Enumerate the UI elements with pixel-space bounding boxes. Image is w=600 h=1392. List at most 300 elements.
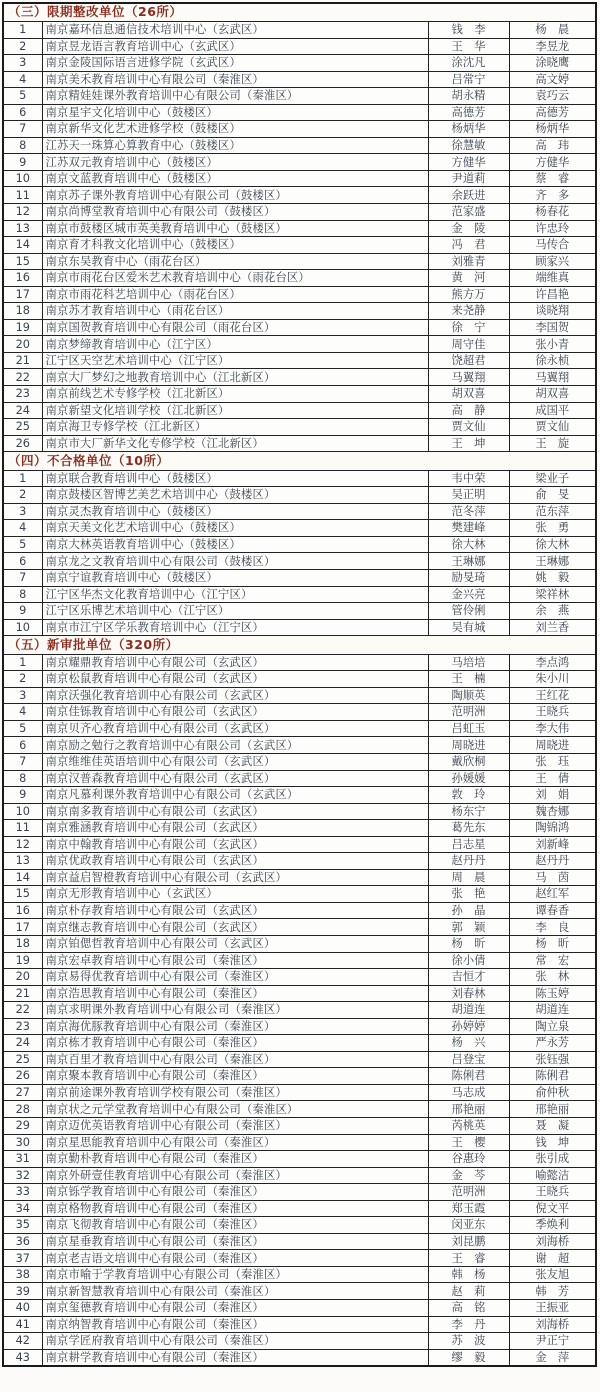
table-row <box>3 1200 596 1217</box>
person-name-2: 张 珏 <box>509 753 596 770</box>
person-name-1: 韦中荣 <box>428 470 509 487</box>
row-number: 27 <box>3 1084 42 1101</box>
table-row <box>3 520 596 537</box>
institution-name: 南京前线艺术专修学校（江北新区） <box>42 386 428 403</box>
row-number: 8 <box>3 586 42 603</box>
row-number: 24 <box>3 402 42 419</box>
table-row <box>3 352 596 369</box>
person-name-2: 王晓兵 <box>509 1184 596 1201</box>
row-number: 5 <box>3 720 42 737</box>
person-name-2: 马 茵 <box>509 869 596 886</box>
institution-name: 南京东吴教育中心（雨花台区） <box>42 253 428 270</box>
table-row <box>3 503 596 520</box>
table-row <box>3 253 596 270</box>
person-name-1: 杨炳华 <box>428 121 509 138</box>
person-name-1: 胡道连 <box>428 1002 509 1019</box>
row-number: 43 <box>3 1349 42 1366</box>
person-name-1: 冯 君 <box>428 237 509 254</box>
row-number: 9 <box>3 154 42 171</box>
person-name-2: 魏杏娜 <box>509 803 596 820</box>
person-name-2: 许忠玲 <box>509 220 596 237</box>
person-name-2: 刘新峰 <box>509 836 596 853</box>
institution-name: 南京状之元学堂教育培训中心有限公司（秦淮区） <box>42 1101 428 1118</box>
person-name-1: 王琳娜 <box>428 553 509 570</box>
row-number: 11 <box>3 820 42 837</box>
row-number: 1 <box>3 654 42 671</box>
institution-name: 南京市雨花台区爱米艺术教育培训中心（雨花台区） <box>42 270 428 287</box>
person-name-1: 贾文仙 <box>428 419 509 436</box>
row-number: 37 <box>3 1250 42 1267</box>
row-number: 40 <box>3 1300 42 1317</box>
person-name-1: 马翼翔 <box>428 369 509 386</box>
person-name-1: 饶超君 <box>428 352 509 369</box>
row-number: 38 <box>3 1266 42 1283</box>
institution-name: 南京飞彻教育培训中心有限公司（秦淮区） <box>42 1217 428 1234</box>
section-title: （四）不合格单位（10所） <box>3 452 596 471</box>
row-number: 2 <box>3 671 42 688</box>
institution-name: 南京市江宁区学乐教育培训中心（江宁区） <box>42 619 428 636</box>
table-row <box>3 985 596 1002</box>
person-name-2: 姚 毅 <box>509 570 596 587</box>
person-name-1: 方健华 <box>428 154 509 171</box>
section-header-row <box>3 3 596 22</box>
institution-name: 南京铄学教育培训中心有限公司（秦淮区） <box>42 1184 428 1201</box>
institution-name: 南京大厂梦幻之地教育培训中心（江北新区） <box>42 369 428 386</box>
row-number: 13 <box>3 220 42 237</box>
row-number: 23 <box>3 386 42 403</box>
table-row <box>3 1316 596 1333</box>
institution-name: 南京市雨花科艺培训中心（雨花台区） <box>42 286 428 303</box>
row-number: 5 <box>3 88 42 105</box>
person-name-2: 俞 旻 <box>509 487 596 504</box>
table-row <box>3 270 596 287</box>
person-name-1: 赵 莉 <box>428 1283 509 1300</box>
institution-name: 南京玺德教育培训中心有限公司（秦淮区） <box>42 1300 428 1317</box>
institution-name: 南京松鼠教育培训中心有限公司（玄武区） <box>42 671 428 688</box>
table-row <box>3 687 596 704</box>
person-name-1: 葛先东 <box>428 820 509 837</box>
row-number: 41 <box>3 1316 42 1333</box>
institution-name: 江宁区天空艺术培训中心（江宁区） <box>42 352 428 369</box>
row-number: 6 <box>3 737 42 754</box>
person-name-2: 钱 坤 <box>509 1134 596 1151</box>
row-number: 21 <box>3 985 42 1002</box>
person-name-1: 郭 颖 <box>428 919 509 936</box>
person-name-2: 张钰强 <box>509 1051 596 1068</box>
institution-name: 南京学匠府教育培训中心有限公司（秦淮区） <box>42 1333 428 1350</box>
table-row <box>3 1333 596 1350</box>
table-row <box>3 1118 596 1135</box>
person-name-1: 樊建峰 <box>428 520 509 537</box>
person-name-1: 吕常宁 <box>428 71 509 88</box>
person-name-2: 梁业子 <box>509 470 596 487</box>
table-row <box>3 1068 596 1085</box>
institution-name: 南京天美文化艺术培训中心（鼓楼区） <box>42 520 428 537</box>
person-name-2: 常 宏 <box>509 952 596 969</box>
person-name-1: 闵亚东 <box>428 1217 509 1234</box>
table-row <box>3 369 596 386</box>
table-row <box>3 237 596 254</box>
table-row <box>3 1051 596 1068</box>
table-row <box>3 586 596 603</box>
person-name-1: 余跃进 <box>428 187 509 204</box>
table-row <box>3 336 596 353</box>
institution-name: 南京尚博堂教育培训中心有限公司（鼓楼区） <box>42 204 428 221</box>
table-row <box>3 787 596 804</box>
table-row <box>3 1018 596 1035</box>
person-name-2: 成国平 <box>509 402 596 419</box>
institution-name: 南京大林英语教育培训中心（鼓楼区） <box>42 536 428 553</box>
person-name-1: 金 陵 <box>428 220 509 237</box>
row-number: 30 <box>3 1134 42 1151</box>
person-name-1: 徐大林 <box>428 536 509 553</box>
person-name-1: 马培培 <box>428 654 509 671</box>
row-number: 16 <box>3 270 42 287</box>
table-row <box>3 952 596 969</box>
row-number: 7 <box>3 753 42 770</box>
person-name-1: 王 樱 <box>428 1134 509 1151</box>
institution-name: 南京苏子课外教育培训中心有限公司（鼓楼区） <box>42 187 428 204</box>
person-name-1: 缪 毅 <box>428 1349 509 1366</box>
table-row <box>3 1167 596 1184</box>
row-number: 6 <box>3 104 42 121</box>
institution-name: 南京前途课外教育培训学校有限公司（秦淮区） <box>42 1084 428 1101</box>
institution-name: 南京无形教育培训中心（玄武区） <box>42 886 428 903</box>
institution-name: 南京栋才教育培训中心有限公司（秦淮区） <box>42 1035 428 1052</box>
person-name-2: 谈晓翔 <box>509 303 596 320</box>
person-name-2: 王琳娜 <box>509 553 596 570</box>
person-name-2: 蔡 睿 <box>509 170 596 187</box>
table-row <box>3 853 596 870</box>
person-name-1: 徐小倩 <box>428 952 509 969</box>
person-name-2: 杨 昕 <box>509 935 596 952</box>
person-name-1: 涂沈凡 <box>428 55 509 72</box>
person-name-2: 赵丹丹 <box>509 853 596 870</box>
institution-name: 南京朴存教育培训中心有限公司（玄武区） <box>42 902 428 919</box>
institution-name: 江宁区乐博艺术培训中心（江宁区） <box>42 603 428 620</box>
person-name-1: 范家盛 <box>428 204 509 221</box>
person-name-2: 严永芳 <box>509 1035 596 1052</box>
institution-name: 南京继志教育培训中心有限公司（玄武区） <box>42 919 428 936</box>
person-name-2: 高德芳 <box>509 104 596 121</box>
institution-name: 南京勤朴教育培训中心有限公司（秦淮区） <box>42 1151 428 1168</box>
table-row <box>3 720 596 737</box>
person-name-1: 谷惠玲 <box>428 1151 509 1168</box>
row-number: 9 <box>3 787 42 804</box>
institution-name: 南京市鼓楼区城市英美教育培训中心（鼓楼区） <box>42 220 428 237</box>
person-name-1: 范冬萍 <box>428 503 509 520</box>
institution-name: 南京星垂教育培训中心有限公司（秦淮区） <box>42 1233 428 1250</box>
institution-name: 南京市大厂新华文化专修学校（江北新区） <box>42 435 428 452</box>
person-name-2: 韩 芳 <box>509 1283 596 1300</box>
person-name-1: 马志成 <box>428 1084 509 1101</box>
person-name-2: 杨春花 <box>509 204 596 221</box>
person-name-1: 刘雅青 <box>428 253 509 270</box>
person-name-2: 刘海桥 <box>509 1233 596 1250</box>
person-name-1: 吕登宝 <box>428 1051 509 1068</box>
table-row <box>3 603 596 620</box>
person-name-1: 李 丹 <box>428 1316 509 1333</box>
row-number: 15 <box>3 253 42 270</box>
table-row <box>3 154 596 171</box>
table-row <box>3 619 596 636</box>
section-header-row <box>3 452 596 471</box>
table-row <box>3 1035 596 1052</box>
person-name-2: 梁祥林 <box>509 586 596 603</box>
table-row <box>3 770 596 787</box>
person-name-1: 吉恒才 <box>428 969 509 986</box>
row-number: 15 <box>3 886 42 903</box>
person-name-2: 张引成 <box>509 1151 596 1168</box>
person-name-1: 杨 兴 <box>428 1035 509 1052</box>
table-row <box>3 88 596 105</box>
institution-name: 南京海优豚教育培训中心有限公司（秦淮区） <box>42 1018 428 1035</box>
person-name-2: 杨 晨 <box>509 22 596 39</box>
row-number: 5 <box>3 536 42 553</box>
person-name-1: 张 艳 <box>428 886 509 903</box>
institution-name: 江苏双元教育培训中心（鼓楼区） <box>42 154 428 171</box>
person-name-1: 吴正明 <box>428 487 509 504</box>
person-name-2: 周晓进 <box>509 737 596 754</box>
table-row <box>3 386 596 403</box>
person-name-2: 方健华 <box>509 154 596 171</box>
row-number: 10 <box>3 619 42 636</box>
person-name-2: 李大伟 <box>509 720 596 737</box>
row-number: 14 <box>3 237 42 254</box>
institution-name: 南京老吉语文培训中心有限公司（秦淮区） <box>42 1250 428 1267</box>
institution-name: 南京龙之文教育培训中心有限公司（鼓楼区） <box>42 553 428 570</box>
person-name-1: 杨 昕 <box>428 935 509 952</box>
institution-name: 南京佳铄教育培训中心有限公司（玄武区） <box>42 704 428 721</box>
institution-name: 南京沃强化教育培训中心有限公司（玄武区） <box>42 687 428 704</box>
table-row <box>3 1101 596 1118</box>
table-row <box>3 1266 596 1283</box>
institution-name: 南京鼓楼区智博艺美艺术培训中心（鼓楼区） <box>42 487 428 504</box>
row-number: 2 <box>3 38 42 55</box>
person-name-1: 吕虹玉 <box>428 720 509 737</box>
person-name-2: 齐 多 <box>509 187 596 204</box>
row-number: 21 <box>3 352 42 369</box>
table-row <box>3 935 596 952</box>
person-name-1: 王 睿 <box>428 1250 509 1267</box>
person-name-2: 李国贺 <box>509 319 596 336</box>
row-number: 39 <box>3 1283 42 1300</box>
row-number: 42 <box>3 1333 42 1350</box>
table-row <box>3 1283 596 1300</box>
institution-name: 南京励之勉行之教育培训中心有限公司（玄武区） <box>42 737 428 754</box>
person-name-2: 张 林 <box>509 969 596 986</box>
table-row <box>3 1217 596 1234</box>
person-name-2: 张小青 <box>509 336 596 353</box>
row-number: 20 <box>3 969 42 986</box>
row-number: 12 <box>3 836 42 853</box>
row-number: 1 <box>3 470 42 487</box>
person-name-2: 赵红军 <box>509 886 596 903</box>
person-name-2: 贾文仙 <box>509 419 596 436</box>
person-name-2: 尹正宁 <box>509 1333 596 1350</box>
person-name-2: 季焕利 <box>509 1217 596 1234</box>
row-number: 14 <box>3 869 42 886</box>
table-body <box>3 3 596 1366</box>
person-name-1: 吴有城 <box>428 619 509 636</box>
person-name-2: 杨炳华 <box>509 121 596 138</box>
institution-name: 南京精娃娃课外教育培训中心有限公司（秦淮区） <box>42 88 428 105</box>
person-name-2: 王红花 <box>509 687 596 704</box>
person-name-1: 孙媛媛 <box>428 770 509 787</box>
institution-name: 南京宁谊教育培训中心（鼓楼区） <box>42 570 428 587</box>
table-row <box>3 737 596 754</box>
person-name-2: 徐永桢 <box>509 352 596 369</box>
table-row <box>3 1184 596 1201</box>
institution-name: 南京新华文化艺术进修学校（鼓楼区） <box>42 121 428 138</box>
table-row <box>3 104 596 121</box>
person-name-2: 张友旭 <box>509 1266 596 1283</box>
person-name-2: 刘海桥 <box>509 1316 596 1333</box>
section-title: （三）限期整改单位（26所） <box>3 3 596 22</box>
person-name-1: 胡永精 <box>428 88 509 105</box>
institution-name: 南京星思能教育培训中心有限公司（秦淮区） <box>42 1134 428 1151</box>
table-row <box>3 1134 596 1151</box>
person-name-1: 管伶俐 <box>428 603 509 620</box>
person-name-2: 李昱龙 <box>509 38 596 55</box>
person-name-2: 范东萍 <box>509 503 596 520</box>
table-row <box>3 1300 596 1317</box>
row-number: 4 <box>3 704 42 721</box>
row-number: 19 <box>3 319 42 336</box>
table-row <box>3 836 596 853</box>
table-row <box>3 121 596 138</box>
person-name-2: 陶锦鸿 <box>509 820 596 837</box>
person-name-1: 范明洲 <box>428 704 509 721</box>
row-number: 10 <box>3 170 42 187</box>
person-name-2: 马翼翔 <box>509 369 596 386</box>
person-name-1: 周 晨 <box>428 869 509 886</box>
person-name-2: 陶立泉 <box>509 1018 596 1035</box>
institution-name: 南京益启智橙教育培训中心有限公司（玄武区） <box>42 869 428 886</box>
person-name-2: 马传合 <box>509 237 596 254</box>
row-number: 6 <box>3 553 42 570</box>
row-number: 13 <box>3 853 42 870</box>
table-row <box>3 553 596 570</box>
table-row <box>3 38 596 55</box>
row-number: 33 <box>3 1184 42 1201</box>
institution-name: 南京浩思教育培训中心有限公司（秦淮区） <box>42 985 428 1002</box>
person-name-1: 金 芩 <box>428 1167 509 1184</box>
person-name-2: 俞仲秋 <box>509 1084 596 1101</box>
row-number: 25 <box>3 1051 42 1068</box>
row-number: 20 <box>3 336 42 353</box>
row-number: 19 <box>3 952 42 969</box>
person-name-2: 陈玉婷 <box>509 985 596 1002</box>
person-name-1: 徐 宁 <box>428 319 509 336</box>
table-row <box>3 869 596 886</box>
table-row <box>3 435 596 452</box>
row-number: 17 <box>3 919 42 936</box>
table-row <box>3 71 596 88</box>
person-name-1: 徐慧敏 <box>428 137 509 154</box>
row-number: 23 <box>3 1018 42 1035</box>
row-number: 4 <box>3 71 42 88</box>
person-name-1: 邢艳丽 <box>428 1101 509 1118</box>
person-name-1: 胡双喜 <box>428 386 509 403</box>
institution-name: 南京纳智教育培训中心有限公司（秦淮区） <box>42 1316 428 1333</box>
person-name-2: 高 玮 <box>509 137 596 154</box>
table-row <box>3 470 596 487</box>
row-number: 16 <box>3 902 42 919</box>
person-name-1: 来尧静 <box>428 303 509 320</box>
institution-name: 南京苏才教育培训中心（雨花台区） <box>42 303 428 320</box>
table-row <box>3 487 596 504</box>
row-number: 8 <box>3 137 42 154</box>
table-row <box>3 1084 596 1101</box>
person-name-2: 邢艳丽 <box>509 1101 596 1118</box>
person-name-2: 王晓兵 <box>509 704 596 721</box>
row-number: 18 <box>3 935 42 952</box>
person-name-1: 周晓进 <box>428 737 509 754</box>
person-name-2: 刘兰香 <box>509 619 596 636</box>
institution-name: 南京百里才教育培训中心有限公司（秦淮区） <box>42 1051 428 1068</box>
table-row <box>3 1250 596 1267</box>
row-number: 31 <box>3 1151 42 1168</box>
table-row <box>3 969 596 986</box>
row-number: 7 <box>3 121 42 138</box>
table-row <box>3 902 596 919</box>
person-name-2: 王 倩 <box>509 770 596 787</box>
institution-name: 南京优政教育培训中心有限公司（玄武区） <box>42 853 428 870</box>
person-name-2: 倪文平 <box>509 1200 596 1217</box>
table-row <box>3 137 596 154</box>
institution-name: 南京美禾教育培训中心有限公司（秦淮区） <box>42 71 428 88</box>
table-row <box>3 286 596 303</box>
table-row <box>3 170 596 187</box>
person-name-1: 王 坤 <box>428 435 509 452</box>
table-row <box>3 803 596 820</box>
institution-name: 南京海卫专修学校（江北新区） <box>42 419 428 436</box>
person-name-1: 高 静 <box>428 402 509 419</box>
person-name-1: 陈俐君 <box>428 1068 509 1085</box>
person-name-1: 王 华 <box>428 38 509 55</box>
person-name-2: 谢 超 <box>509 1250 596 1267</box>
person-name-2: 聂 凝 <box>509 1118 596 1135</box>
institution-name: 南京维维佳英语培训中心有限公司（玄武区） <box>42 753 428 770</box>
institution-name: 南京市喻于学教育培训中心有限公司（秦淮区） <box>42 1266 428 1283</box>
row-number: 10 <box>3 803 42 820</box>
table-row <box>3 319 596 336</box>
person-name-1: 刘春林 <box>428 985 509 1002</box>
person-name-1: 刘昆鹏 <box>428 1233 509 1250</box>
person-name-2: 胡双喜 <box>509 386 596 403</box>
row-number: 1 <box>3 22 42 39</box>
section-title: （五）新审批单位（320所） <box>3 636 596 655</box>
row-number: 22 <box>3 1002 42 1019</box>
row-number: 7 <box>3 570 42 587</box>
person-name-2: 余 燕 <box>509 603 596 620</box>
person-name-2: 朱小川 <box>509 671 596 688</box>
row-number: 26 <box>3 1068 42 1085</box>
table-row <box>3 1349 596 1366</box>
table-row <box>3 570 596 587</box>
table-row <box>3 220 596 237</box>
row-number: 28 <box>3 1101 42 1118</box>
institution-name: 南京育才科教文化培训中心（鼓楼区） <box>42 237 428 254</box>
row-number: 35 <box>3 1217 42 1234</box>
institution-name: 南京铂偲哲教育培训中心有限公司（玄武区） <box>42 935 428 952</box>
table-row <box>3 1002 596 1019</box>
person-name-2: 顾家兴 <box>509 253 596 270</box>
institution-name: 南京嘉环信息通信技术培训中心（玄武区） <box>42 22 428 39</box>
institution-name: 南京易得优教育培训中心有限公司（秦淮区） <box>42 969 428 986</box>
row-number: 3 <box>3 503 42 520</box>
